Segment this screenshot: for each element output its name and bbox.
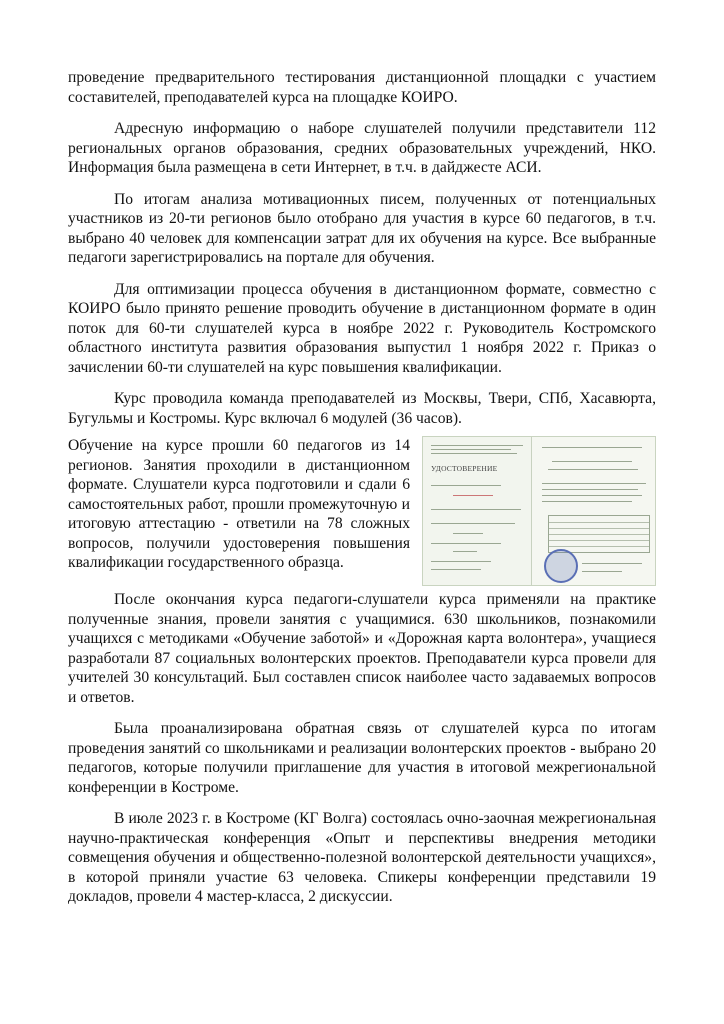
paragraph-3: По итогам анализа мотивационных писем, полученных от потенциальных участников из 20-ти регионов было отобрано для участия в курсе 60 педагогов, в т.ч. выбрано 40 человек для компенсации затрат для их обучения на курсе. Все выбранные педагоги зарегистрировались на портале для обучения.	[68, 190, 656, 266]
paragraph-2: Адресную информацию о наборе слушателей получили представители 112 региональных органов образования, средних образовательных учреждений, НКО. Информация была размещена в сети Интернет, в т.ч. в дайджесте АСИ.	[68, 120, 656, 176]
certificate-left-page	[423, 437, 532, 585]
paragraph-6: Обучение на курсе прошли 60 педагогов из 14 регионов. Занятия проходили в дистанционном формате. Слушатели курса подготовили и сдали 6 самостоятельных работ, прошли промежуточную и итоговую аттестацию - ответили на 78 сложных вопросов, получили удостоверения повышения квалификации государственного образца.	[68, 437, 410, 571]
certificate-title: УДОСТОВЕРЕНИЕ	[431, 464, 498, 473]
document-page	[68, 68, 656, 919]
paragraph-5: Курс проводила команда преподавателей из Москвы, Твери, СПб, Хасавюрта, Бугульмы и Костромы. Курс включал 6 модулей (36 часов).	[68, 390, 656, 427]
paragraph-8: Была проанализирована обратная связь от слушателей курса по итогам проведения занятий со школьниками и реализации волонтерских проектов - выбрано 20 педагогов, которые получили приглашение для участия в итоговой межрегиональной конференции в Костроме.	[68, 720, 656, 796]
certificate-image	[422, 436, 656, 586]
paragraph-1: проведение предварительного тестирования дистанционной площадки с участием составителей, преподавателей курса на площадке КОИРО.	[68, 69, 656, 106]
paragraph-9: В июле 2023 г. в Костроме (КГ Волга) состоялась очно-заочная межрегиональная научно-практическая конференция «Опыт и перспективы внедрения методики совмещения обучения и общественно-полезной волонтерской деятельности учащихся», в которой приняли участие 63 человека. Спикеры конференции представили 19 докладов, провели 4 мастер-класса, 2 дискуссии.	[68, 810, 656, 905]
seal-stamp	[544, 549, 578, 583]
paragraph-4: Для оптимизации процесса обучения в дистанционном формате, совместно с КОИРО было принято решение проводить обучение в дистанционном формате в один поток для 60-ти слушателей курса в ноябре 2022 г. Руководитель Костромского областного института развития образования выпустил 1 ноября 2022 г. Приказ о зачислении 60-ти слушателей на курс повышения квалификации.	[68, 280, 656, 376]
certificate-right-page	[532, 437, 655, 585]
certificate-table	[548, 515, 650, 553]
paragraph-7: После окончания курса педагоги-слушатели курса применяли на практике полученные знания, провели занятия с учащимися. 630 школьников, познакомили учащихся с методиками «Обучение заботой» и «Дорожная карта волонтера», учащиеся разработали 87 социальных волонтерских проектов. Преподаватели курса провели для учителей 30 консультаций. Был составлен список наиболее часто задаваемых вопросов и ответов.	[68, 591, 656, 706]
